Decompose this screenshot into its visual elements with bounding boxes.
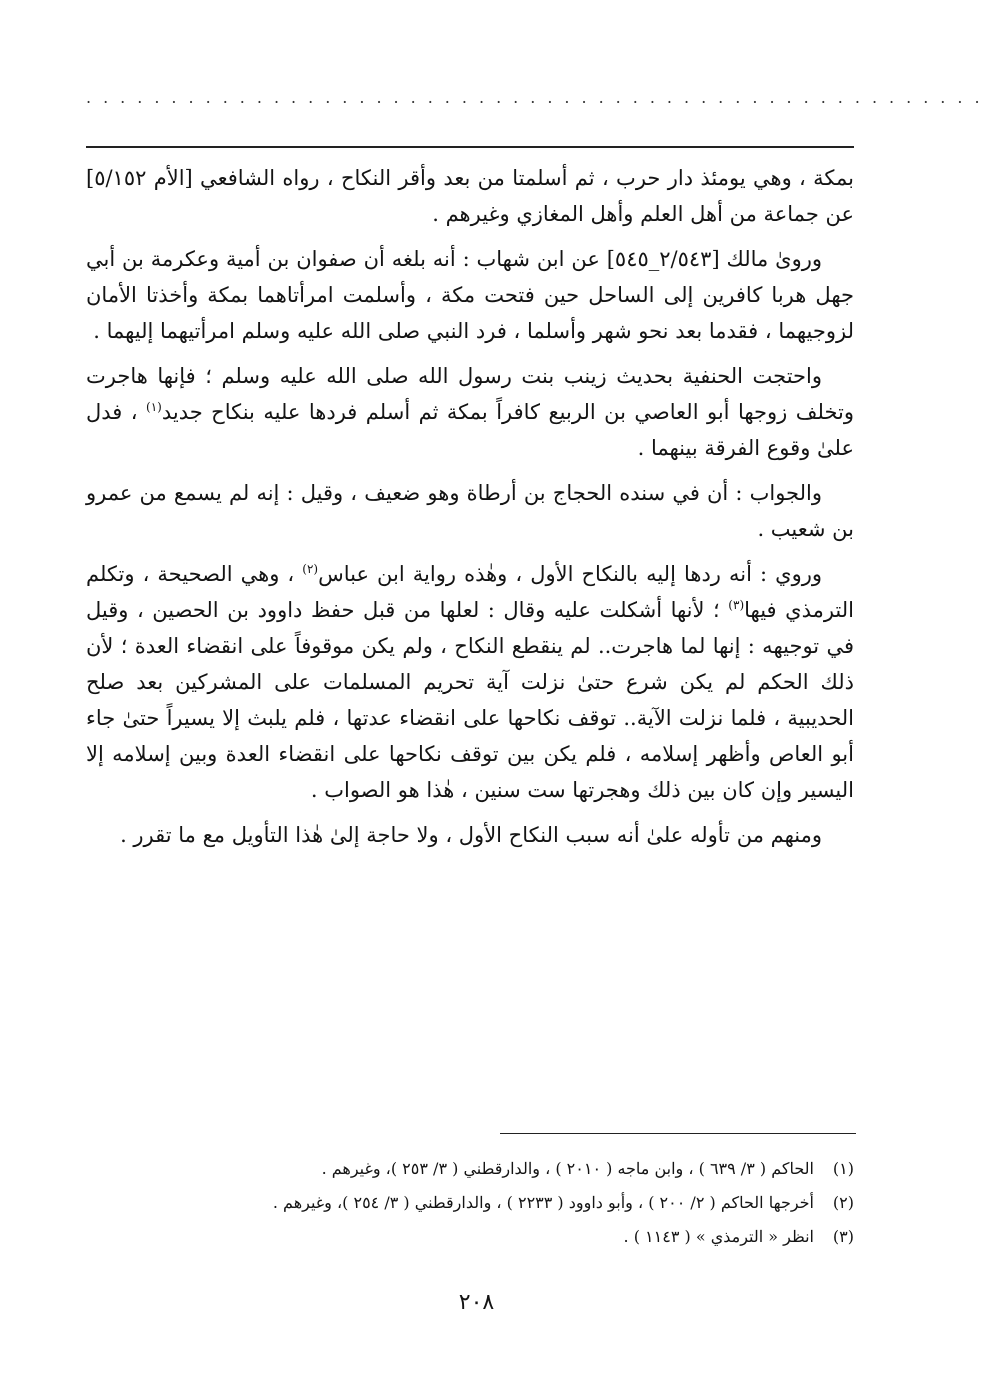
- footnote-3: [86, 1220, 854, 1254]
- paragraph-text: والجواب : أن في سنده الحجاج بن أرطاة وهو ضعيف ، وقيل : إنه لم يسمع من عمرو بن شعيب .: [86, 481, 854, 541]
- main-text: [86, 160, 854, 862]
- page-number: ٢٠٨: [458, 1290, 495, 1315]
- footnote-1: [86, 1152, 854, 1186]
- footnote-separator: [500, 1133, 856, 1134]
- header-dotted-line: .....................................................: [86, 88, 992, 107]
- footnote-ref-3[interactable]: (٣): [728, 598, 745, 612]
- footnote-text: الحاكم ( ٣/ ٦٣٩ ) ، وابن ماجه ( ٢٠١٠ ) ، والدارقطني ( ٣/ ٢٥٣ )، وغيرهم .: [321, 1159, 814, 1178]
- footnote-number: (٣): [832, 1227, 854, 1246]
- footnote-number: (٢): [832, 1193, 854, 1212]
- footnote-text: أخرجها الحاكم ( ٢/ ٢٠٠ ) ، وأبو داوود ( ٢٢٣٣ ) ، والدارقطني ( ٣/ ٢٥٤ )، وغيرهم .: [272, 1193, 814, 1212]
- paragraph-2: [86, 241, 854, 349]
- paragraph-5: [86, 556, 854, 808]
- paragraph-text: ومنهم من تأوله علىٰ أنه سبب النكاح الأول ، ولا حاجة إلىٰ هٰذا التأويل مع ما تقرر .: [120, 823, 822, 847]
- paragraph-text: ، فدل علىٰ وقوع الفرقة بينهما .: [86, 400, 854, 460]
- paragraph-1: [86, 160, 854, 232]
- footnote-2: [86, 1186, 854, 1220]
- paragraph-text: ؛ لأنها أشكلت عليه وقال : لعلها من قبل حفظ داوود بن الحصين ، وقيل في توجيهه : إنها لما هاجرت.. لم ينقطع النكاح ، ولم يكن موقوفاً على انقضاء العدة ؛ لأن ذلك الحكم لم يكن شرع حتىٰ نزلت آية تحريم المسلمات على المشركين بعد صلح الحديبية ، فلما نزلت الآية.. توقف نكاحها على انقضاء عدتها ، فلم يلبث إلا يسيراً حتىٰ جاء أبو العاص وأظهر إسلامه ، فلم يكن بين توقف نكاحها على انقضاء العدة وبين إسلامه إلا اليسير وإن كان بين ذلك وهجرتها ست سنين ، هٰذا هو الصواب .: [86, 598, 854, 802]
- paragraph-6: [86, 817, 854, 853]
- footnote-number: (١): [832, 1159, 854, 1178]
- footnote-ref-1[interactable]: (١): [146, 400, 162, 414]
- footnote-ref-2[interactable]: (٢): [302, 562, 319, 576]
- paragraph-3: [86, 358, 854, 466]
- header-rule: [86, 146, 854, 148]
- paragraph-text: وروي : أنه ردها إليه بالنكاح الأول ، وهٰذه رواية ابن عباس: [318, 562, 822, 586]
- paragraph-text: واحتجت الحنفية بحديث زينب بنت رسول الله صلى الله عليه وسلم ؛ فإنها هاجرت وتخلف زوجها أبو العاصي بن الربيع كافراً بمكة ثم أسلم فردها عليه بنكاح جديد: [86, 364, 854, 424]
- paragraph-text: بمكة ، وهي يومئذ دار حرب ، ثم أسلمتا من بعد وأقر النكاح ، رواه الشافعي [الأم ٥/١٥٢] عن جماعة من أهل العلم وأهل المغازي وغيرهم .: [86, 166, 854, 226]
- paragraph-4: [86, 475, 854, 547]
- paragraph-text: وروىٰ مالك [٢/٥٤٣_٥٤٥] عن ابن شهاب : أنه بلغه أن صفوان بن أمية وعكرمة بن أبي جهل هربا كافرين إلى الساحل حين فتحت مكة ، وأسلمت امرأتاهما بمكة وأخذتا الأمان لزوجيهما ، فقدما بعد نحو شهر وأسلما ، فرد النبي صلى الله عليه وسلم امرأتيهما إليهما .: [86, 247, 854, 343]
- paragraph-text: ، وهي الصحيحة ، وتكلم الترمذي فيها: [86, 562, 854, 622]
- footnote-text: انظر « الترمذي » ( ١١٤٣ ) .: [623, 1227, 814, 1246]
- footnotes: [86, 1152, 854, 1254]
